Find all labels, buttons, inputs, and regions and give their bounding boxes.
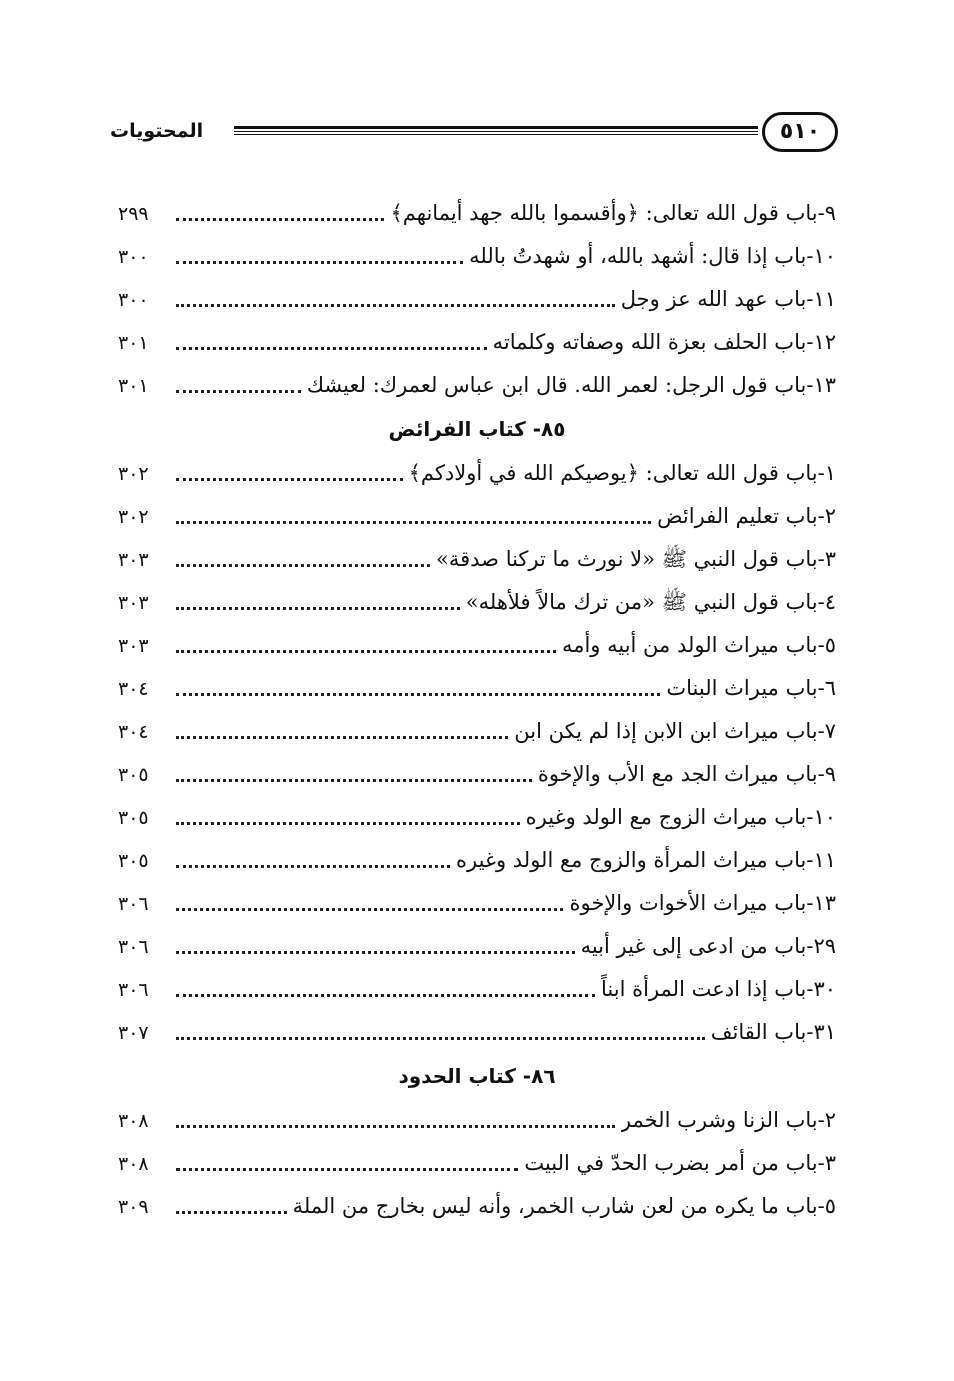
dot-leader <box>176 650 556 653</box>
toc-entry[interactable] <box>118 796 836 839</box>
entry-title: باب الحلف بعزة الله وصفاته وكلماته <box>492 330 807 354</box>
entry-title: باب قول الرجل: لعمر الله. قال ابن عباس لعمرك: لعيشك <box>306 373 807 397</box>
entry-page-number: ٣٠٠ <box>118 289 149 311</box>
toc-entry[interactable] <box>118 235 836 278</box>
entry-number: ١- <box>817 461 836 485</box>
dot-leader <box>176 1037 705 1040</box>
dot-leader <box>176 822 520 825</box>
entry-title: باب ميراث المرأة والزوج مع الولد وغيره <box>456 848 807 872</box>
dot-leader <box>176 1168 518 1171</box>
toc-entry[interactable] <box>118 321 836 364</box>
entry-number: ٣- <box>817 1151 836 1175</box>
entry-page-number: ٣٠٧ <box>118 1022 149 1044</box>
toc-entry[interactable] <box>118 1099 836 1142</box>
entry-number: ١١- <box>806 287 836 311</box>
entry-number: ٤- <box>817 590 836 614</box>
entry-number: ٢٩- <box>806 934 836 958</box>
entry-page-number: ٣٠٣ <box>118 592 149 614</box>
entry-number: ١٠- <box>806 244 836 268</box>
dot-leader <box>176 693 660 696</box>
entry-title: باب عهد الله عز وجل <box>620 287 807 311</box>
dot-leader <box>176 994 595 997</box>
header-rule <box>234 126 758 135</box>
entry-page-number: ٣٠١ <box>118 375 149 397</box>
entry-page-number: ٣٠٨ <box>118 1110 149 1132</box>
dot-leader <box>176 736 508 739</box>
entry-number: ١٢- <box>806 330 836 354</box>
dot-leader <box>176 908 563 911</box>
entry-title: باب ميراث الأخوات والإخوة <box>569 891 807 915</box>
toc-entry[interactable] <box>118 667 836 710</box>
toc-entry[interactable] <box>118 968 836 1011</box>
entry-page-number: ٣٠٥ <box>118 807 149 829</box>
entry-number: ٥- <box>817 1194 836 1218</box>
entry-page-number: ٣٠٢ <box>118 463 149 485</box>
entry-title: باب ميراث الولد من أبيه وأمه <box>561 633 818 657</box>
dot-leader <box>176 1125 615 1128</box>
entry-title: باب القائف <box>710 1020 807 1044</box>
entry-number: ٥- <box>817 633 836 657</box>
entry-page-number: ٣٠٦ <box>118 936 149 958</box>
entry-title: باب الزنا وشرب الخمر <box>620 1108 818 1132</box>
entry-title: باب قول الله تعالى: ﴿وأقسموا بالله جهد أيمانهم﴾ <box>390 201 818 225</box>
entry-title: باب ميراث الجد مع الأب والإخوة <box>537 762 818 786</box>
dot-leader <box>176 390 301 393</box>
entry-page-number: ٣٠٠ <box>118 246 149 268</box>
toc-entry[interactable] <box>118 1011 836 1054</box>
toc-entry[interactable] <box>118 1185 836 1228</box>
entry-number: ٣١- <box>806 1020 836 1044</box>
toc-entry[interactable] <box>118 495 836 538</box>
entry-number: ٣- <box>817 547 836 571</box>
entry-page-number: ٣٠٣ <box>118 549 149 571</box>
entry-title: باب إذا ادعت المرأة ابناً <box>601 977 807 1001</box>
toc-entry[interactable] <box>118 1142 836 1185</box>
entry-number: ٢- <box>817 1108 836 1132</box>
entry-title: باب ميراث ابن الابن إذا لم يكن ابن <box>514 719 818 743</box>
toc-entry[interactable] <box>118 624 836 667</box>
entry-number: ١٠- <box>806 805 836 829</box>
dot-leader <box>176 218 384 221</box>
toc-entry[interactable] <box>118 538 836 581</box>
toc-entry[interactable] <box>118 192 836 235</box>
entry-page-number: ٢٩٩ <box>118 203 149 225</box>
header-title: المحتويات <box>110 120 204 142</box>
dot-leader <box>176 951 575 954</box>
entry-number: ٦- <box>817 676 836 700</box>
entry-page-number: ٣٠٥ <box>118 850 149 872</box>
entry-title: باب قول النبي ﷺ «من ترك مالاً فلأهله» <box>465 590 818 614</box>
toc-entry[interactable] <box>118 364 836 407</box>
section-heading: ٨٦- كتاب الحدود <box>398 1064 556 1088</box>
section-heading: ٨٥- كتاب الفرائض <box>388 417 566 441</box>
dot-leader <box>176 478 403 481</box>
dot-leader <box>176 564 430 567</box>
toc-entry[interactable] <box>118 753 836 796</box>
toc-entry[interactable] <box>118 452 836 495</box>
entry-page-number: ٣٠٥ <box>118 764 149 786</box>
toc-entry[interactable] <box>118 710 836 753</box>
dot-leader <box>176 261 463 264</box>
entry-title: باب تعليم الفرائض <box>657 504 818 528</box>
entry-number: ١٣- <box>806 373 836 397</box>
entry-page-number: ٣٠٦ <box>118 979 149 1001</box>
dot-leader <box>176 1211 287 1214</box>
dot-leader <box>176 304 615 307</box>
entry-page-number: ٣٠٤ <box>118 721 149 743</box>
entry-page-number: ٣٠٩ <box>118 1196 149 1218</box>
entry-title: باب من ادعى إلى غير أبيه <box>580 934 807 958</box>
entry-number: ٧- <box>817 719 836 743</box>
dot-leader <box>176 865 450 868</box>
entry-page-number: ٣٠٢ <box>118 506 149 528</box>
entry-title: باب ميراث الزوج مع الولد وغيره <box>525 805 807 829</box>
entry-title: باب قول الله تعالى: ﴿يوصيكم الله في أولادكم﴾ <box>408 461 818 485</box>
dot-leader <box>176 607 460 610</box>
entry-number: ٩- <box>817 762 836 786</box>
toc-entry[interactable] <box>118 581 836 624</box>
entry-page-number: ٣٠٨ <box>118 1153 149 1175</box>
dot-leader <box>176 347 487 350</box>
entry-page-number: ٣٠٤ <box>118 678 149 700</box>
entry-page-number: ٣٠٦ <box>118 893 149 915</box>
entry-title: باب من أمر بضرب الحدّ في البيت <box>524 1151 818 1175</box>
toc-entry[interactable] <box>118 278 836 321</box>
entry-page-number: ٣٠٣ <box>118 635 149 657</box>
toc-entry[interactable] <box>118 882 836 925</box>
page-number-badge: ٥١٠ <box>762 112 838 152</box>
entry-number: ١١- <box>806 848 836 872</box>
entry-number: ٣٠- <box>806 977 836 1001</box>
table-of-contents <box>118 192 836 1228</box>
entry-title: باب ما يكره من لعن شارب الخمر، وأنه ليس بخارج من الملة <box>292 1194 818 1218</box>
entry-title: باب إذا قال: أشهد بالله، أو شهدتُ بالله <box>469 244 807 268</box>
page-header <box>110 112 838 160</box>
entry-title: باب قول النبي ﷺ «لا نورث ما تركنا صدقة» <box>436 547 818 571</box>
entry-number: ٢- <box>817 504 836 528</box>
entry-title: باب ميراث البنات <box>666 676 818 700</box>
dot-leader <box>176 779 532 782</box>
entry-number: ١٣- <box>806 891 836 915</box>
entry-number: ٩- <box>817 201 836 225</box>
entry-page-number: ٣٠١ <box>118 332 149 354</box>
toc-entry[interactable] <box>118 839 836 882</box>
dot-leader <box>176 521 651 524</box>
toc-entry[interactable] <box>118 925 836 968</box>
